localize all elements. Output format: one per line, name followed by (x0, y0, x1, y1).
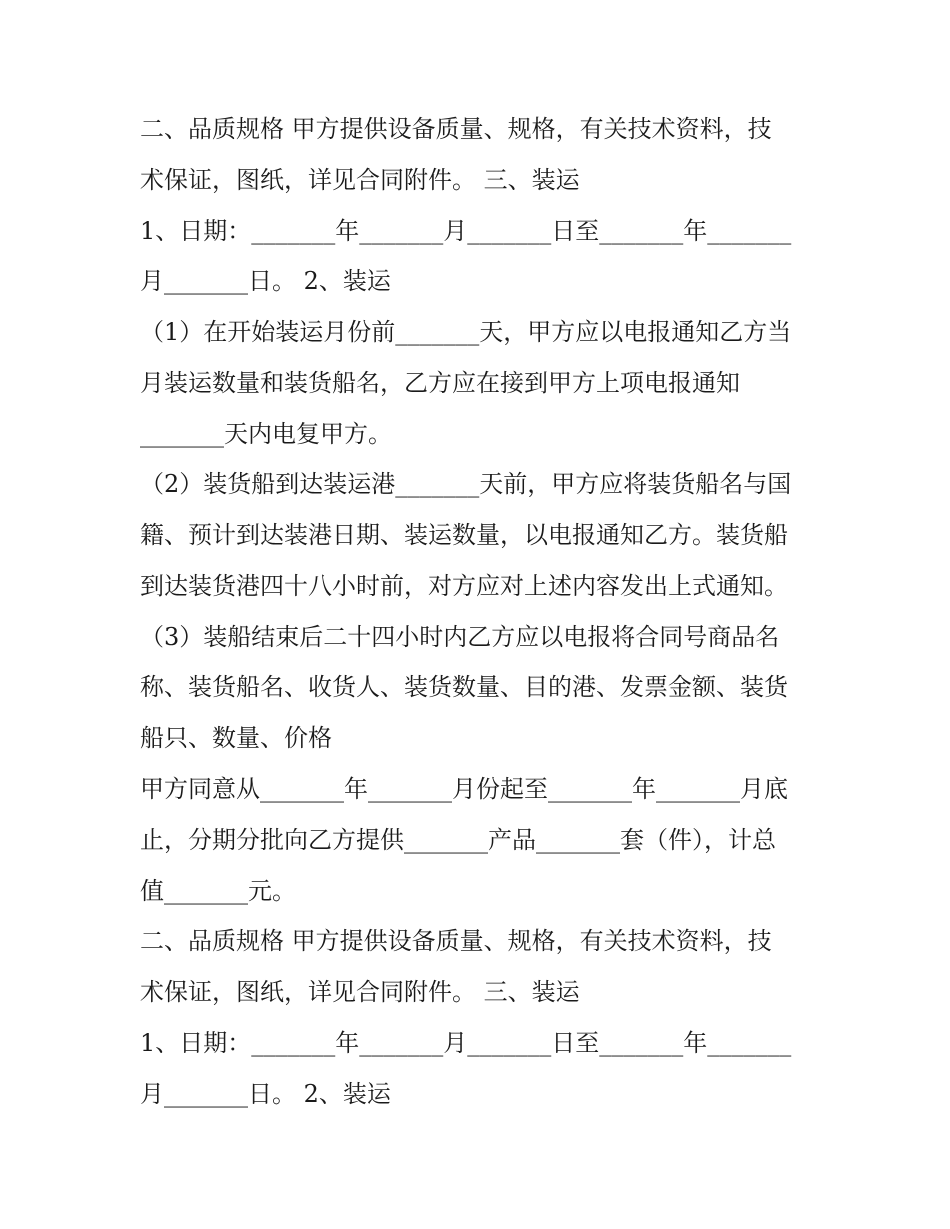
text-line-7: _______天内电复甲方。 (140, 420, 392, 448)
text-line-4: 月_______日。 2、装运 (140, 267, 391, 295)
text-line-17: 二、品质规格 甲方提供设备质量、规格，有关技术资料，技 (140, 927, 772, 955)
text-line-3: 1、日期：_______年_______月_______日至_______年_______ (140, 217, 792, 245)
text-line-10: 到达装货港四十八小时前，对方应对上述内容发出上式通知。 (140, 572, 788, 600)
text-line-9: 籍、预计到达装港日期、装运数量，以电报通知乙方。装货船 (140, 521, 788, 549)
text-line-6: 月装运数量和装货船名，乙方应在接到甲方上项电报通知 (140, 369, 740, 397)
text-line-5: （1）在开始装运月份前_______天，甲方应以电报通知乙方当 (140, 318, 792, 346)
text-line-16: 值_______元。 (140, 877, 296, 905)
text-line-1: 二、品质规格 甲方提供设备质量、规格，有关技术资料，技 (140, 115, 772, 143)
text-line-15: 止，分期分批向乙方提供_______产品_______套（件），计总 (140, 826, 776, 854)
text-line-14: 甲方同意从_______年_______月份起至_______年_______月底 (140, 775, 788, 803)
text-line-2: 术保证，图纸，详见合同附件。 三、装运 (140, 166, 580, 194)
text-line-19: 1、日期：_______年_______月_______日至_______年_______ (140, 1029, 792, 1057)
text-line-20: 月_______日。 2、装运 (140, 1080, 391, 1108)
text-line-13: 船只、数量、价格 (140, 724, 332, 752)
text-line-8: （2）装货船到达装运港_______天前，甲方应将装货船名与国 (140, 470, 792, 498)
text-line-11: （3）装船结束后二十四小时内乙方应以电报将合同号商品名 (140, 623, 780, 651)
text-line-12: 称、装货船名、收货人、装货数量、目的港、发票金额、装货 (140, 673, 788, 701)
text-line-18: 术保证，图纸，详见合同附件。 三、装运 (140, 978, 580, 1006)
